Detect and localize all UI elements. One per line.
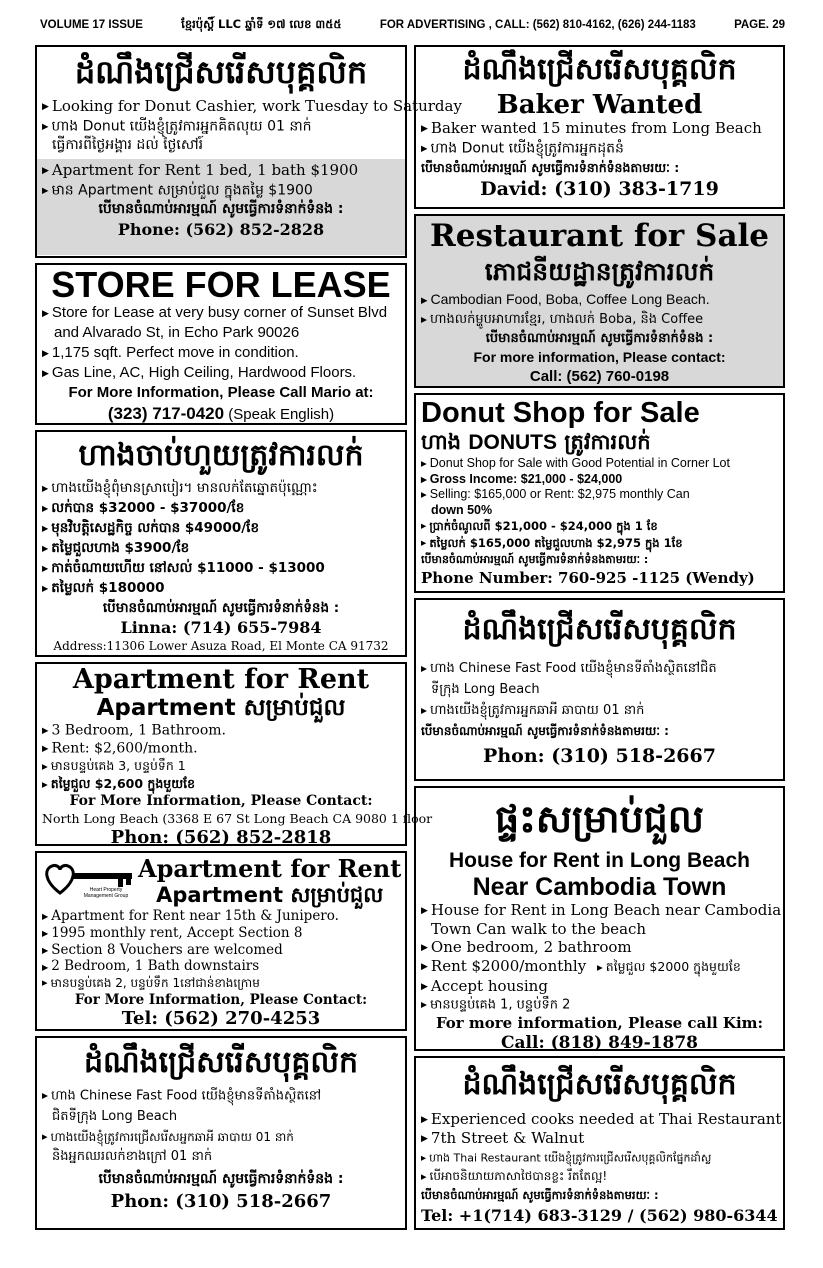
phone-number: Tel: +1(714) 683-3129 / (562) 980-6344 [421,1205,778,1225]
contact-prompt: បើមានចំណាប់អារម្មណ៍ សូមធ្វើការទំនាក់ទំនងតាមរយៈ : [421,160,680,175]
ad-line-khmer: ▶ តម្លៃជួល $2000 ក្នុងមួយខែ [597,959,741,974]
ad-line: និងអ្នកឈរលក់ខាងក្រៅ 01 នាក់ [52,1149,213,1164]
phone-note: (Speak English) [224,406,335,424]
ad-line: ▶ ហាងយើងខ្ញុំត្រូវការជ្រើសរើសអ្នកឆាអី ឆាបាយ 01 នាក់ [42,1127,400,1148]
ad-title: ដំណឹងជ្រើសរើសបុគ្គលិក [462,612,737,647]
ad-line: ▶ Apartment for Rent near 15th & Junipero. [42,908,400,925]
advertising-contact: FOR ADVERTISING , CALL: (562) 810-4162, (626) 244-1183 [379,19,696,31]
phone-number: Call: (818) 849-1878 [500,1033,698,1053]
ad-line: ▶ Gas Line, AC, High Ceiling, Hardwood Floors. [42,363,400,383]
ad-title: ហាងចាប់ហួយត្រូវការលក់ [78,438,364,473]
ad-line: ▶ Rent $2000/monthly [421,957,586,975]
ad-line: ▶ មានបន្ទប់គេង 3, បន្ទប់ទឹក 1 [42,757,400,775]
ad-line: ធ្វើការពីថ្ងៃអង្គារ ដល់ ថ្ងៃសៅរ៍ [52,137,204,153]
ad-line: ▶ តម្លៃជួលហាង $3900/ខែ [42,538,400,558]
phone-number: (323) 717-0420 [107,404,225,424]
ad-subtitle: Apartment សម្រាប់ជួល [156,883,384,907]
phone-number: Phon: (310) 518-2667 [110,1191,332,1212]
ad-line: ▶ ហាង Donut យើងខ្ញុំត្រូវការអ្នកគិតលុយ 01 នាក់ [42,117,400,137]
ad-title: Donut Shop for Sale [421,397,700,429]
address: North Long Beach (3368 E 67 St Long Beach CA 9080 1 floor [42,811,433,826]
ad-line: ជិតទីក្រុង Long Beach [52,1108,178,1124]
contact-prompt: បើមានចំណាប់អារម្មណ៍ សូមធ្វើការទំនាក់ទំនងតាមរយៈ : [421,553,649,567]
ad-lottery-shop-sale [35,430,407,657]
ad-subtitle: Apartment សម្រាប់ជួល [96,695,346,721]
volume-issue: VOLUME 17 ISSUE [40,19,143,31]
phone-number: Phon: (562) 852-2818 [110,827,332,848]
heart-property-logo [42,859,138,905]
contact-prompt: បើមានចំណាប់អារម្មណ៍ សូមធ្វើការទំនាក់ទំនង : [98,1171,344,1187]
ad-line: ▶ One bedroom, 2 bathroom [421,938,778,957]
contact-prompt: បើមានចំណាប់អារម្មណ៍ សូមធ្វើការទំនាក់ទំនង : [485,330,714,346]
ad-title: ដំណឹងជ្រើសរើសបុគ្គលិក [462,52,737,87]
ad-line: ▶ កាត់ចំណាយហើយ នៅសល់ $11000 - $13000 [42,558,400,578]
ad-subtitle: Baker Wanted [496,90,703,120]
ad-title: ដំណឹងជ្រើសរើសបុគ្គលិក [462,1067,737,1102]
ad-line: ▶ មានបន្ទប់គេង 2, បន្ទប់ទឹក 1នៅជាន់ខាងក្រោម [42,975,400,992]
ad-line: ▶ មានបន្ទប់គេង 1, បន្ទប់ទឹក 2 [421,996,778,1015]
phone-number: David: (310) 383-1719 [480,178,719,200]
ad-title-khmer-sale: ត្រូវការលក់ [564,430,651,454]
ad-line: ▶ លក់បាន $32000 - $37000/ខែ [42,498,400,518]
contact-prompt-english: For more information, Please contact: [473,348,726,365]
page-number: PAGE. 29 [734,19,785,31]
ad-title: Restaurant for Sale [429,218,770,254]
ad-line: ▶ ហាង Thai Restaurant យើងខ្ញុំត្រូវការជ្រើសរើសបុគ្គលិកផ្នែកដាំស្ល [421,1149,778,1168]
ad-title-khmer: ហាង [421,430,461,454]
ad-store-for-lease [35,263,407,425]
ad-baker-wanted [414,45,785,209]
ad-line: down 50% [431,502,493,517]
ad-title: STORE FOR LEASE [51,264,391,305]
phone-number: Phone: (562) 852-2828 [117,220,325,239]
ad-line: ▶ Cambodian Food, Boba, Coffee Long Beach. [421,290,778,310]
ad-line: ▶ ហាង Chinese Fast Food យើងខ្ញុំមានទីតាំងស្ថិតនៅ [42,1086,400,1107]
phone-number: Phon: (310) 518-2667 [483,745,716,767]
ad-line: ▶ 3 Bedroom, 1 Bathroom. [42,722,400,740]
ad-line: ▶ Apartment for Rent 1 bed, 1 bath $1900 [42,161,400,181]
ad-title: Apartment for Rent [138,854,402,883]
ad-line: ▶ House for Rent in Long Beach near Cambodia [421,901,778,920]
page-header [40,14,785,36]
address: Address:11306 Lower Asuza Road, El Monte CA 91732 [53,639,389,653]
ad-title: House for Rent in Long Beach [448,849,750,872]
ad-line: ▶ Donut Shop for Sale with Good Potential in Corner Lot [421,456,778,472]
ad-line: ▶ មុនវិបត្តិសេដ្ឋកិច្ច លក់បាន $49000/ខែ [42,518,400,538]
contact-prompt: បើមានចំណាប់អារម្មណ៍ សូមធ្វើការទំនាក់ទំនង : [98,201,344,217]
ad-thai-restaurant-cooks [414,1056,785,1230]
ad-chinese-fast-food-right [414,598,785,781]
ad-restaurant-for-sale [414,214,785,388]
contact-prompt: បើមានចំណាប់អារម្មណ៍ សូមធ្វើការទំនាក់ទំនងតាមរយៈ : [421,724,669,738]
ad-line: ▶ 2 Bedroom, 1 Bath downstairs [42,958,400,975]
contact-prompt: បើមានចំណាប់អារម្មណ៍ សូមធ្វើការទំនាក់ទំនង : [102,600,340,616]
ad-line: and Alvarado St, in Echo Park 90026 [54,324,300,342]
phone-number: Call: (562) 760-0198 [529,367,670,385]
ad-line: ▶ Store for Lease at very busy corner of Sunset Blvd [42,303,400,323]
ad-line: ▶ Baker wanted 15 minutes from Long Beach [421,119,778,139]
ad-chinese-fast-food-left [35,1036,407,1230]
ad-title: Apartment for Rent [72,664,370,695]
phone-number: Tel: (562) 270-4253 [121,1008,321,1030]
ad-line: ▶ តម្លៃលក់ $180000 [42,578,400,598]
ad-title-khmer: ផ្ទះសម្រាប់ជួល [495,797,704,841]
ad-line: ▶ 7th Street & Walnut [421,1129,778,1148]
contact-prompt: បើមានចំណាប់អារម្មណ៍ សូមធ្វើការទំនាក់ទំនងតាមរយៈ : [421,1188,659,1202]
ad-line: ▶ Section 8 Vouchers are welcomed [42,942,400,959]
ad-line: ▶ ហាង Donut យើងខ្ញុំត្រូវការអ្នកដុតនំ [421,139,778,159]
ad-line: ▶ 1995 monthly rent, Accept Section 8 [42,925,400,942]
ad-line: ▶ 1,175 sqft. Perfect move in condition. [42,343,400,363]
ad-line: ទីក្រុង Long Beach [431,682,540,697]
ad-donut-cashier [35,45,462,258]
ad-line: ▶ Gross Income: $21,000 - $24,000 [421,472,778,488]
ad-title-khmer: ភោជនីយដ្ឋានត្រូវការលក់ [484,257,715,286]
ad-line: ▶ តម្លៃជួល $2,600 ក្នុងមួយខែ [42,775,400,793]
ad-title: ដំណឹងជ្រើសរើសបុគ្គលិក [83,1045,359,1080]
paper-name: ខ្មែរប៉ុស្តិ៍ LLC ឆ្នាំទី ១៧ លេខ ៣៥៥ [181,16,342,31]
ad-line: ▶ បើអាចនិយាយភាសាថៃបានខ្លះ រឹតតែល្អ! [421,1167,778,1186]
phone-number: Linna: (714) 655-7984 [120,618,322,637]
ad-line: ▶ មាន Apartment សម្រាប់ជួល ក្នុងតម្លៃ $1900 [42,181,400,201]
ad-apartment-rent-junipero [35,851,407,1031]
ad-line: ▶ Accept housing [421,977,778,996]
ad-line: ▶ Experienced cooks needed at Thai Restaurant [421,1110,778,1129]
ad-line: ▶ Rent: $2,600/month. [42,740,400,758]
contact-prompt: For More Information, Please Contact: [74,991,368,1008]
logo-text: Heart Property Management Group [83,886,129,899]
ad-line: ▶ ប្រាក់ចំណូលពី $21,000 - $24,000 ក្នុង 1 ខែ [421,518,778,535]
ad-donut-shop-for-sale [414,393,785,593]
ad-line: ▶ Selling: $165,000 or Rent: $2,975 monthly Can [421,487,778,503]
ad-line: ▶ Looking for Donut Cashier, work Tuesday to Saturday [42,97,400,117]
ad-line: ▶ ហាងយើងខ្ញុំពុំមានស្រាបៀរ។ មានលក់តែឆ្នោតប៉ុណ្ណោះ [42,478,400,498]
contact-prompt: For More Information, Please Call Mario at: [68,384,374,402]
ad-line: ▶ តម្លៃលក់ $165,000 តម្លៃជួលហាង $2,975 ក្នុង 1ខែ [421,535,778,552]
ad-line: ▶ ហាងយើងខ្ញុំត្រូវការអ្នកឆាអី ឆាបាយ 01 នាក់ [421,700,778,721]
contact-prompt: For more information, Please call Kim: [435,1014,764,1032]
ad-subtitle: Near Cambodia Town [472,873,727,901]
ad-line: ▶ ហាង Chinese Fast Food យើងខ្ញុំមានទីតាំងស្ថិតនៅជិត [421,658,778,679]
ad-line: ▶ ហាងលក់ម្ហូបអាហារខ្មែរ, ហាងលក់ Boba, និង Coffee [421,310,778,329]
phone-number: Phone Number: 760-925 -1125 (Wendy) [421,568,755,587]
contact-prompt: For More Information, Please Contact: [69,793,373,809]
ad-apartment-rent-north-lb [35,662,433,848]
ad-title-donuts: DONUTS [468,431,557,454]
ad-title: ដំណឹងជ្រើសរើសបុគ្គលិក [74,53,368,91]
ad-line: Town Can walk to the beach [431,920,647,938]
ad-house-for-rent [414,786,785,1051]
